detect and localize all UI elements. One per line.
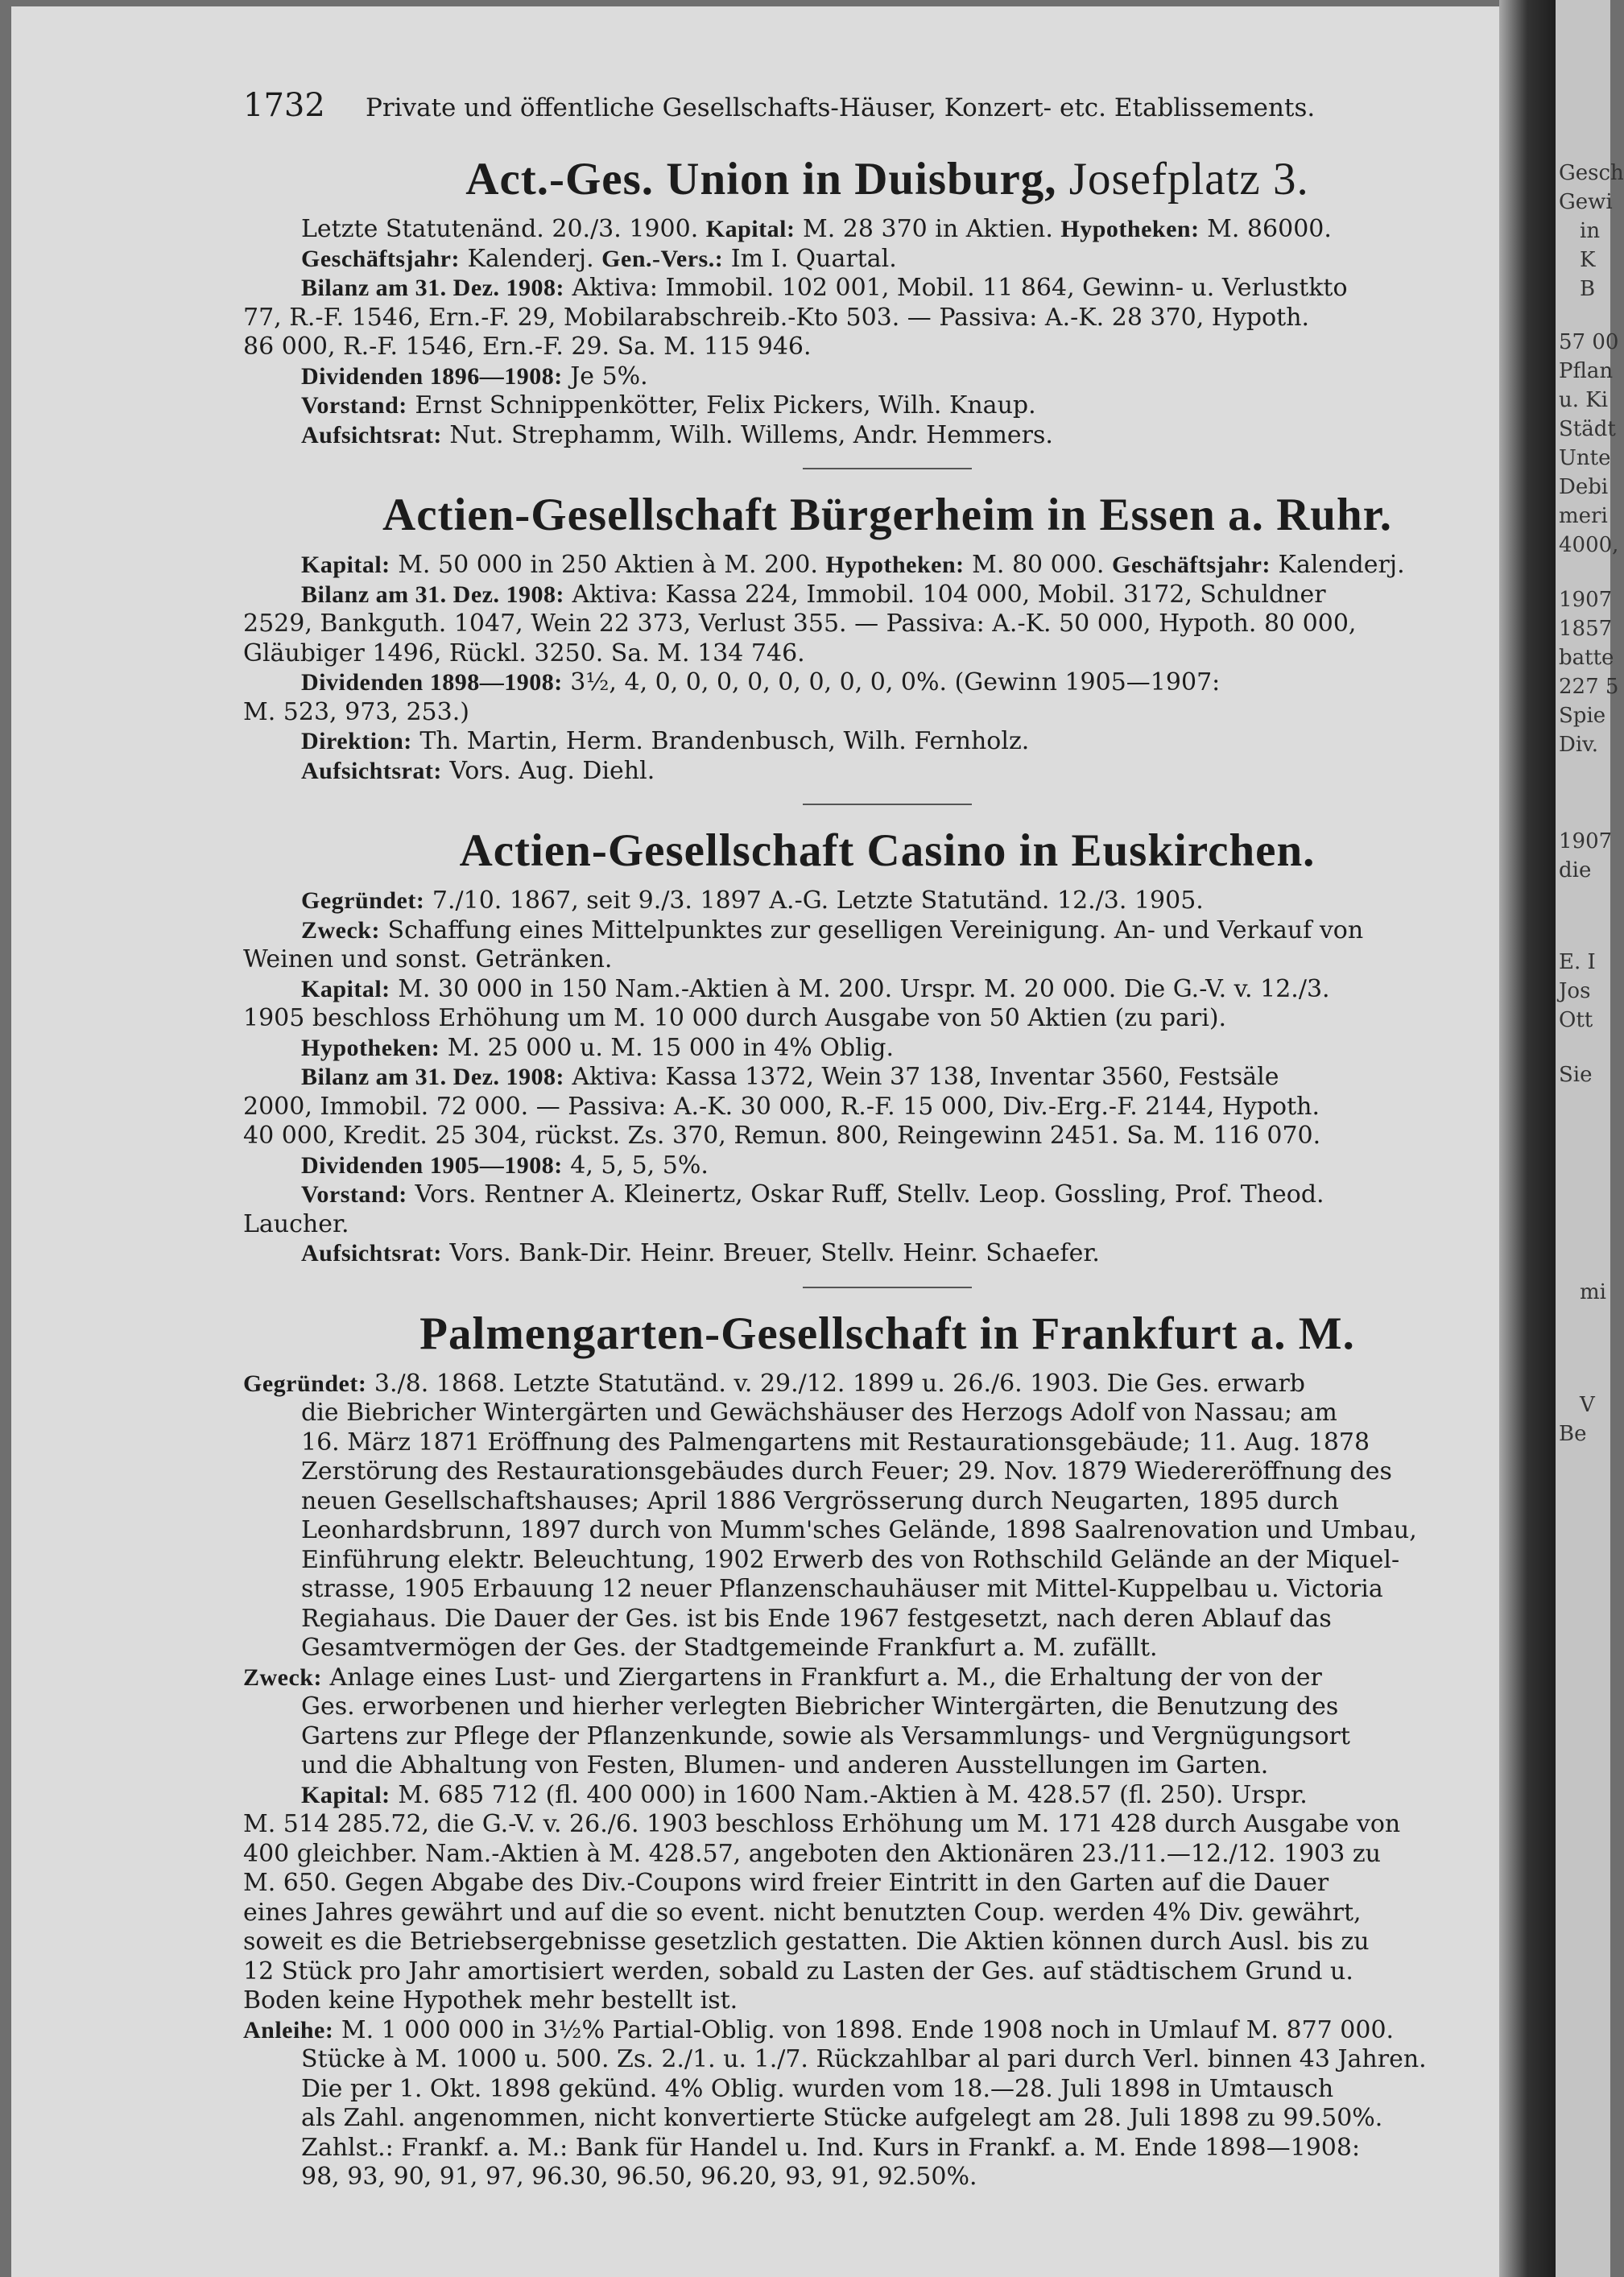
text-run: Ernst Schnippenkötter, Felix Pickers, Wilh. Knaup. bbox=[415, 391, 1036, 419]
entry-line bbox=[243, 1239, 1531, 1269]
field-label: Vorstand: bbox=[301, 1181, 407, 1208]
page-content bbox=[243, 87, 1531, 2192]
field-label: Dividenden 1905—1908: bbox=[301, 1151, 563, 1179]
facing-fragment: Ott bbox=[1559, 1008, 1593, 1032]
entry-line: Gläubiger 1496, Rückl. 3250. Sa. M. 134 746. bbox=[243, 638, 805, 667]
facing-fragment: Sie bbox=[1559, 1063, 1593, 1087]
entry-line: Leonhardsbrunn, 1897 durch von Mumm'sches Gelände, 1898 Saalrenovation und Umbau, bbox=[301, 1516, 1417, 1544]
entry-line: 40 000, Kredit. 25 304, rückst. Zs. 370, Remun. 800, Reingewinn 2451. Sa. M. 116 070. bbox=[243, 1122, 1321, 1150]
facing-fragment: 57 00 bbox=[1559, 330, 1619, 354]
text-run: M. 1 000 000 in 3½% Partial-Oblig. von 1898. Ende 1908 noch in Umlauf M. 877 000. bbox=[341, 2015, 1395, 2044]
entry-line: die Biebricher Wintergärten und Gewächshäuser des Herzogs Adolf von Nassau; am bbox=[301, 1399, 1337, 1427]
entry-line bbox=[243, 215, 1531, 245]
text-run: Schaffung eines Mittelpunktes zur geselligen Vereinigung. An- und Verkauf von bbox=[387, 915, 1364, 944]
text-run: M. 28 370 in Aktien. bbox=[803, 215, 1053, 243]
entry-line: 86 000, R.-F. 1546, Ern.-F. 29. Sa. M. 115 946. bbox=[243, 333, 812, 361]
entry-line: als Zahl. angenommen, nicht konvertierte Stücke aufgelegt am 28. Juli 1898 zu 99.50%. bbox=[301, 2104, 1383, 2132]
text-run: M. 86000. bbox=[1207, 215, 1332, 243]
text-run: Im I. Quartal. bbox=[730, 244, 897, 273]
entry-line bbox=[243, 1034, 1531, 1064]
entry-title: Actien-Gesellschaft Casino in Euskirchen. bbox=[459, 825, 1316, 876]
entry-line: Ges. erworbenen und hierher verlegten Biebricher Wintergärten, die Benutzung des bbox=[301, 1692, 1339, 1721]
entry-line bbox=[243, 886, 1531, 916]
entry-line: Stücke à M. 1000 u. 500. Zs. 2./1. u. 1./7. Rückzahlbar al pari durch Verl. binnen 43 Jahren. bbox=[301, 2045, 1427, 2073]
entry-line bbox=[243, 1663, 1531, 1693]
entry-line: 77, R.-F. 1546, Ern.-F. 29, Mobilarabschreib.-Kto 503. — Passiva: A.-K. 28 370, Hypoth. bbox=[243, 303, 1310, 332]
field-label: Bilanz am 31. Dez. 1908: bbox=[301, 275, 564, 301]
facing-fragment: die bbox=[1559, 858, 1592, 882]
section-divider bbox=[803, 468, 972, 469]
text-run: Letzte Statutenänd. 20./3. 1900. bbox=[301, 215, 699, 243]
field-label: Aufsichtsrat: bbox=[301, 757, 442, 784]
text-run: M. 80 000. bbox=[972, 551, 1105, 579]
entry-line: eines Jahres gewährt und auf die so event. nicht benutzten Coup. werden 4% Div. gewährt, bbox=[243, 1898, 1362, 1927]
field-label: Gegründet: bbox=[301, 887, 425, 914]
entry-line: Zahlst.: Frankf. a. M.: Bank für Handel u. Ind. Kurs in Frankf. a. M. Ende 1898—1908: bbox=[301, 2133, 1361, 2162]
entry-line bbox=[243, 245, 1531, 275]
entry-line: Regiahaus. Die Dauer der Ges. ist bis Ende 1967 festgesetzt, nach deren Ablauf das bbox=[301, 1604, 1332, 1633]
facing-fragment: Spie bbox=[1559, 704, 1606, 728]
entry-line: M. 514 285.72, die G.-V. v. 26./6. 1903 beschloss Erhöhung um M. 171 428 durch Ausgabe von bbox=[243, 1810, 1401, 1838]
entry-title-main: Act.-Ges. Union in Duisburg, bbox=[465, 154, 1057, 205]
text-run: Je 5%. bbox=[570, 362, 648, 391]
entry-line bbox=[243, 274, 1531, 304]
text-run: Vors. Rentner A. Kleinertz, Oskar Ruff, Stellv. Leop. Gossling, Prof. Theod. bbox=[415, 1180, 1324, 1209]
entry-title: Actien-Gesellschaft Bürgerheim in Essen a. Ruhr. bbox=[382, 490, 1392, 540]
field-label: Kapital: bbox=[705, 216, 795, 242]
entry-line: strasse, 1905 Erbauung 12 neuer Pflanzenschauhäuser mit Mittel-Kuppelbau u. Victoria bbox=[301, 1575, 1383, 1603]
entry-line: 400 gleichber. Nam.-Aktien à M. 428.57, angeboten den Aktionären 23./11.—12./12. 1903 zu bbox=[243, 1839, 1381, 1868]
entry-line bbox=[243, 551, 1531, 581]
facing-fragment: 1907 bbox=[1559, 829, 1613, 853]
facing-fragment: Gesch bbox=[1559, 161, 1624, 185]
facing-fragment: Gewi bbox=[1559, 190, 1613, 214]
field-label: Dividenden 1898—1908: bbox=[301, 669, 563, 696]
entry-line bbox=[243, 362, 1531, 392]
text-run: Aktiva: Kassa 224, Immobil. 104 000, Mobil. 3172, Schuldner bbox=[572, 580, 1326, 609]
facing-fragment: Jos bbox=[1559, 979, 1591, 1003]
text-run: Kalenderj. bbox=[467, 244, 594, 273]
entry-line bbox=[243, 581, 1531, 610]
page-number: 1732 bbox=[243, 87, 325, 124]
entry-casino-euskirchen bbox=[243, 824, 1531, 1269]
facing-page-edge bbox=[1556, 0, 1624, 2277]
field-label: Vorstand: bbox=[301, 392, 407, 419]
running-head bbox=[243, 87, 1531, 134]
entry-line: 16. März 1871 Eröffnung des Palmengartens mit Restaurationsgebäude; 11. Aug. 1878 bbox=[301, 1428, 1370, 1457]
facing-fragment: Unte bbox=[1559, 446, 1611, 470]
entry-line: M. 650. Gegen Abgabe des Div.-Coupons wird freier Eintritt in den Garten auf die Dauer bbox=[243, 1869, 1329, 1897]
entry-line bbox=[243, 1151, 1531, 1181]
field-label: Bilanz am 31. Dez. 1908: bbox=[301, 1064, 564, 1090]
entry-line bbox=[243, 391, 1531, 421]
text-run: 4, 5, 5, 5%. bbox=[570, 1151, 709, 1180]
text-run: Nut. Strephamm, Wilh. Willems, Andr. Hemmers. bbox=[449, 420, 1053, 449]
entry-line bbox=[243, 668, 1531, 698]
text-run: Aktiva: Kassa 1372, Wein 37 138, Inventar 3560, Festsäle bbox=[572, 1063, 1279, 1091]
facing-fragment: Be bbox=[1559, 1422, 1587, 1446]
field-label: Anleihe: bbox=[243, 2016, 334, 2044]
entry-line bbox=[243, 421, 1531, 451]
field-label: Hypotheken: bbox=[825, 552, 965, 578]
field-label: Dividenden 1896—1908: bbox=[301, 362, 563, 390]
field-label: Kapital: bbox=[301, 1781, 391, 1808]
text-run: Kalenderj. bbox=[1278, 551, 1405, 579]
entry-line: 2529, Bankguth. 1047, Wein 22 373, Verlust 355. — Passiva: A.-K. 50 000, Hypoth. 80 000, bbox=[243, 610, 1357, 638]
entry-line bbox=[243, 727, 1531, 757]
facing-fragment: u. Ki bbox=[1559, 388, 1609, 412]
entry-line bbox=[243, 2016, 1531, 2046]
field-label: Hypotheken: bbox=[301, 1034, 440, 1061]
facing-fragment: B bbox=[1580, 277, 1596, 301]
text-run: M. 50 000 in 250 Aktien à M. 200. bbox=[398, 551, 818, 579]
entry-line bbox=[243, 916, 1531, 946]
entry-line: Boden keine Hypothek mehr bestellt ist. bbox=[243, 1986, 738, 2015]
field-label: Geschäftsjahr: bbox=[1112, 552, 1271, 578]
entry-line bbox=[243, 757, 1531, 787]
text-run: Vors. Bank-Dir. Heinr. Breuer, Stellv. Heinr. Schaefer. bbox=[449, 1239, 1100, 1267]
section-divider bbox=[803, 1287, 972, 1288]
facing-fragment: V bbox=[1580, 1393, 1595, 1417]
entry-line: neuen Gesellschaftshauses; April 1886 Vergrösserung durch Neugarten, 1895 durch bbox=[301, 1486, 1339, 1515]
entry-line: 1905 beschloss Erhöhung um M. 10 000 durch Ausgabe von 50 Aktien (zu pari). bbox=[243, 1004, 1227, 1032]
field-label: Direktion: bbox=[301, 728, 412, 754]
entry-title bbox=[243, 153, 1531, 205]
text-run: Aktiva: Immobil. 102 001, Mobil. 11 864, Gewinn- u. Verlustkto bbox=[572, 274, 1348, 302]
entry-line: Gartens zur Pflege der Pflanzenkunde, sowie als Versammlungs- und Vergnügungsort bbox=[301, 1721, 1350, 1750]
facing-fragment: Debi bbox=[1559, 475, 1609, 499]
facing-fragment: 4000, bbox=[1559, 533, 1619, 557]
entry-line: Zerstörung des Restaurationsgebäudes durch Feuer; 29. Nov. 1879 Wiedereröffnung des bbox=[301, 1457, 1392, 1486]
entry-title: Palmengarten-Gesellschaft in Frankfurt a. M. bbox=[419, 1308, 1355, 1359]
book-gutter-shadow bbox=[1499, 0, 1556, 2277]
entry-line: M. 523, 973, 253.) bbox=[243, 697, 469, 726]
text-run: M. 30 000 in 150 Nam.-Aktien à M. 200. Urspr. M. 20 000. Die G.-V. v. 12./3. bbox=[398, 974, 1330, 1003]
field-label: Zweck: bbox=[243, 1663, 322, 1691]
entry-line bbox=[243, 1180, 1531, 1210]
text-run: Th. Martin, Herm. Brandenbusch, Wilh. Fernholz. bbox=[419, 727, 1030, 755]
facing-fragment: batte bbox=[1559, 646, 1614, 670]
text-run: Vors. Aug. Diehl. bbox=[449, 756, 655, 785]
entry-title-address: Josefplatz 3. bbox=[1068, 154, 1309, 205]
running-title: Private und öffentliche Gesellschafts-Häuser, Konzert- etc. Etablissements. bbox=[366, 93, 1316, 122]
field-label: Gegründet: bbox=[243, 1370, 367, 1397]
entry-line: soweit es die Betriebsergebnisse gesetzlich gestatten. Die Aktien können durch Ausl. bis zu bbox=[243, 1928, 1370, 1956]
text-run: 7./10. 1867, seit 9./3. 1897 A.-G. Letzte Statutänd. 12./3. 1905. bbox=[432, 886, 1204, 915]
entry-union-duisburg bbox=[243, 153, 1531, 450]
entry-line bbox=[243, 975, 1531, 1005]
facing-fragment: K bbox=[1580, 248, 1596, 272]
facing-fragment: mi bbox=[1580, 1280, 1606, 1304]
text-run: M. 685 712 (fl. 400 000) in 1600 Nam.-Aktien à M. 428.57 (fl. 250). Urspr. bbox=[398, 1780, 1308, 1809]
field-label: Geschäftsjahr: bbox=[301, 245, 460, 272]
entry-line: 12 Stück pro Jahr amortisiert werden, sobald zu Lasten der Ges. auf städtischem Grund u. bbox=[243, 1957, 1353, 1986]
field-label: Aufsichtsrat: bbox=[301, 421, 442, 448]
facing-fragment: Städt bbox=[1559, 417, 1616, 441]
text-run: 3./8. 1868. Letzte Statutänd. v. 29./12. 1899 u. 26./6. 1903. Die Ges. erwarb bbox=[374, 1369, 1306, 1398]
entry-line: Einführung elektr. Beleuchtung, 1902 Erwerb des von Rothschild Gelände an der Miquel- bbox=[301, 1545, 1400, 1574]
text-run: 3½, 4, 0, 0, 0, 0, 0, 0, 0, 0, 0%. (Gewinn 1905—1907: bbox=[570, 668, 1221, 696]
field-label: Kapital: bbox=[301, 552, 391, 578]
entry-line: Gesamtvermögen der Ges. der Stadtgemeinde Frankfurt a. M. zufällt. bbox=[301, 1634, 1158, 1662]
entry-line: Weinen und sonst. Getränken. bbox=[243, 945, 613, 973]
facing-fragment: meri bbox=[1559, 504, 1608, 528]
facing-fragment: 227 5 bbox=[1559, 675, 1619, 699]
entry-line: 98, 93, 90, 91, 97, 96.30, 96.50, 96.20, 93, 91, 92.50%. bbox=[301, 2163, 977, 2191]
entry-palmengarten-frankfurt bbox=[243, 1308, 1531, 2192]
facing-fragment: Div. bbox=[1559, 733, 1599, 757]
section-divider bbox=[803, 804, 972, 805]
facing-fragment: Pflan bbox=[1559, 359, 1614, 383]
text-run: M. 25 000 u. M. 15 000 in 4% Oblig. bbox=[447, 1033, 895, 1062]
field-label: Hypotheken: bbox=[1060, 216, 1200, 242]
field-label: Bilanz am 31. Dez. 1908: bbox=[301, 581, 564, 608]
facing-fragment: E. I bbox=[1559, 950, 1596, 974]
entry-line: und die Abhaltung von Festen, Blumen- und anderen Ausstellungen im Garten. bbox=[301, 1751, 1269, 1779]
facing-fragment: 1857 bbox=[1559, 617, 1613, 641]
entry-buergerheim-essen bbox=[243, 489, 1531, 786]
field-label: Kapital: bbox=[301, 975, 391, 1002]
entry-line: Die per 1. Okt. 1898 gekünd. 4% Oblig. wurden vom 18.—28. Juli 1898 in Umtausch bbox=[301, 2074, 1334, 2103]
field-label: Zweck: bbox=[301, 916, 380, 944]
entry-line bbox=[243, 1781, 1531, 1811]
facing-fragment: in bbox=[1580, 219, 1601, 243]
entry-line bbox=[243, 1370, 1531, 1399]
field-label: Aufsichtsrat: bbox=[301, 1240, 442, 1267]
field-label: Gen.-Vers.: bbox=[601, 245, 724, 272]
entry-line bbox=[243, 1063, 1531, 1093]
entry-line: Laucher. bbox=[243, 1209, 349, 1238]
facing-fragment: 1907 bbox=[1559, 588, 1613, 612]
text-run: Anlage eines Lust- und Ziergartens in Frankfurt a. M., die Erhaltung der von der bbox=[329, 1663, 1322, 1692]
entry-line: 2000, Immobil. 72 000. — Passiva: A.-K. 30 000, R.-F. 15 000, Div.-Erg.-F. 2144, Hypoth. bbox=[243, 1092, 1320, 1121]
scanned-page bbox=[11, 6, 1525, 2277]
